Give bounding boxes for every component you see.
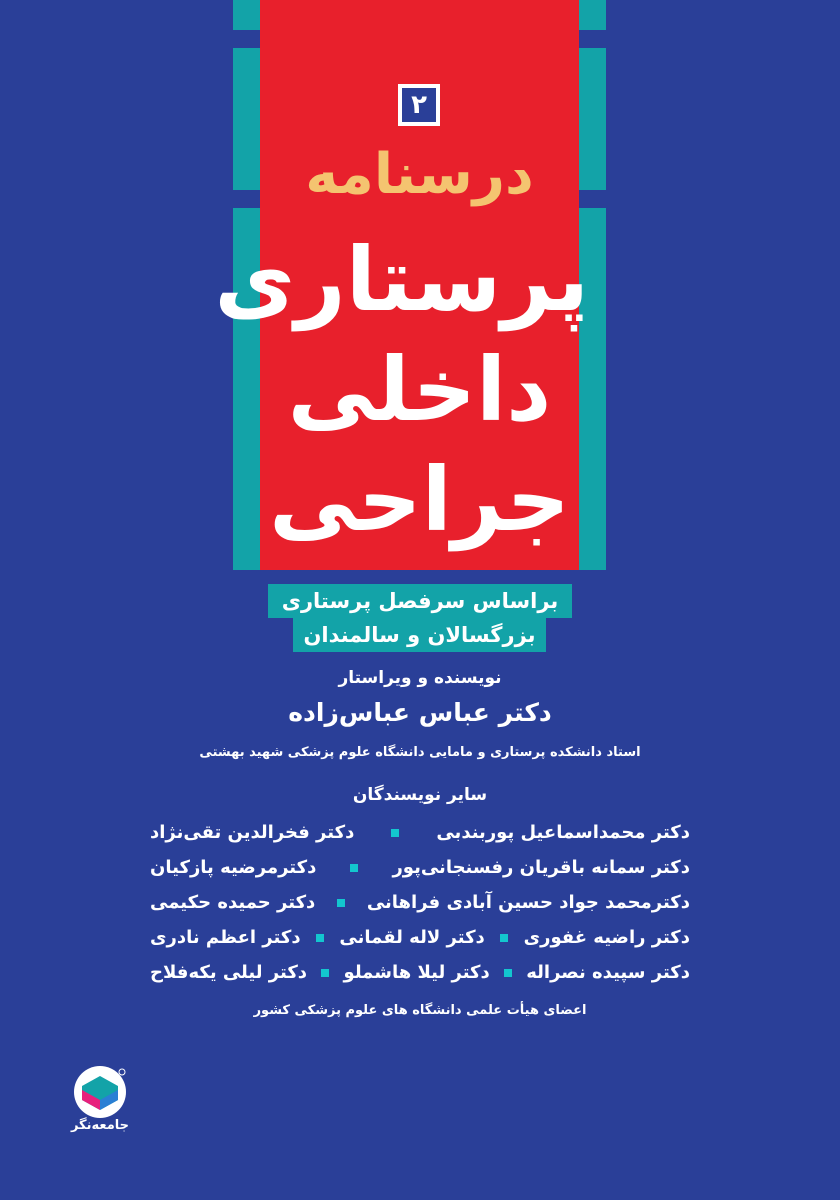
coauthor-name: دکتر حمیده حکیمی [150,892,316,913]
coauthor-row [150,920,690,955]
coauthor-name: دکتر سمانه باقریان رفسنجانی‌پور [392,857,690,878]
coauthor-name: دکترمحمد جواد حسین آبادی فراهانی [366,892,690,913]
coauthor-name: دکتر لیلی یکه‌فلاح [150,962,308,983]
square-bullet-icon [321,969,329,977]
coauthor-name: دکتر راضیه غفوری [523,927,690,948]
coauthor-name: دکترمرضیه پازکیان [150,857,317,878]
coauthor-name: دکتر سپیده نصراله [526,962,690,983]
coauthor-name: دکتر محمداسماعیل پوربندبی [436,822,690,843]
members-note: اعضای هیأت علمی دانشگاه های علوم پزشکی کشور [253,1003,587,1018]
coauthors-label: سایر نویسندگان [352,785,488,805]
coauthor-name: دکتر فخرالدین تقی‌نژاد [150,822,355,843]
role-label: نویسنده و ویراستار [338,668,502,688]
coauthor-name: دکتر لاله لقمانی [339,927,485,948]
square-bullet-icon [316,934,324,942]
coauthor-name: دکتر اعظم نادری [150,927,301,948]
title-line-2: پرستاری [214,228,589,331]
coauthor-name: دکتر لیلا هاشملو [343,962,490,983]
publisher-name: جامعه‌نگر [70,1118,130,1133]
coauthor-row [150,815,690,850]
coauthor-row [150,885,690,920]
square-bullet-icon [391,829,399,837]
author-name: دکتر عباس عباس‌زاده [288,698,552,727]
subtitle-line-2: بزرگسالان و سالمندان [293,618,546,652]
publisher-logo-icon [60,1060,140,1160]
square-bullet-icon [350,864,358,872]
volume-number: ۲ [402,88,436,122]
square-bullet-icon [500,934,508,942]
volume-badge [398,84,440,126]
title-line-1: درسنامه [305,142,534,207]
coauthor-row [150,955,690,990]
square-bullet-icon [337,899,345,907]
coauthors-list [150,815,690,990]
title-line-4: جراحی [269,448,570,551]
subtitle-line-1: براساس سرفصل پرستاری [268,584,572,618]
square-bullet-icon [504,969,512,977]
coauthor-row [150,850,690,885]
author-affiliation: استاد دانشکده پرستاری و مامایی دانشگاه علوم پزشکی شهید بهشتی [199,745,641,760]
title-line-3: داخلی [287,338,552,441]
